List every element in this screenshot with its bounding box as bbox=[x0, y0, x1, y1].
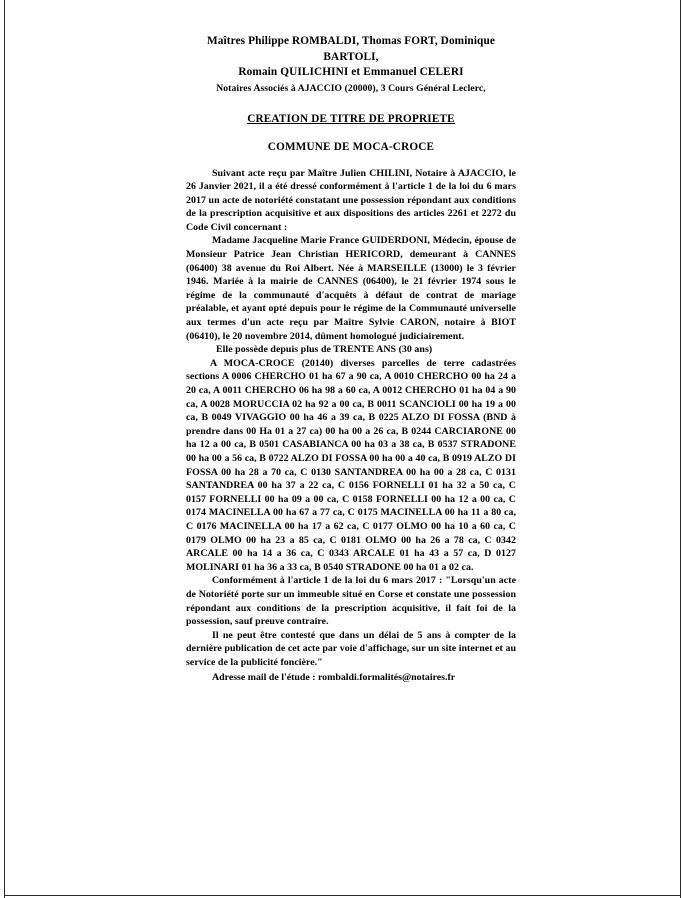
notaries-line-2: Romain QUILICHINI et Emmanuel CELERI bbox=[238, 66, 464, 78]
document-body bbox=[186, 167, 516, 686]
office-email-line: Adresse mail de l'étude : rombaldi.formalités@notaires.fr bbox=[212, 672, 456, 684]
paragraph-contest-delay: Il ne peut être contesté que dans un délai de 5 ans à compter de la dernière publication de cet acte par voie d'affichage, sur un site internet et au service de la publicité foncière." bbox=[186, 629, 516, 668]
document-content bbox=[186, 34, 516, 685]
page-border-bottom bbox=[4, 895, 681, 896]
notaries-line-1: Maîtres Philippe ROMBALDI, Thomas FORT, Dominique BARTOLI, bbox=[207, 35, 495, 63]
paragraph-parcels-list: A MOCA-CROCE (20140) diverses parcelles de terre cadastrées sections A 0006 CHERCHO 01 ha 67 a 90 ca, A 0010 CHERCHO 00 ha 24 a 20 ca, A 0011 CHERCHO 06 ha 98 a 60 ca, A 0012 CHERCHO 01 ha 04 a 90 ca, A 0028 MORUCCIA 02 ha 92 a 00 ca, B 0011 SCANCIOLI 00 ha 19 a 00 ca, B 0049 VIVAGGIO 00 ha 46 a 39 ca, B 0225 ALZO DI FOSSA (BND à prendre dans 00 Ha 01 a 27 ca) 00 ha 00 a 26 ca, B 0244 CARCIARONE 00 ha 12 a 00 ca, B 0501 CASABIANCA 00 ha 03 a 38 ca, B 0537 STRADONE 00 ha 00 a 56 ca, B 0722 ALZO DI FOSSA 00 ha 00 a 40 ca, B 0919 ALZO DI FOSSA 00 ha 28 a 70 ca, C 0130 SANTANDREA 00 ha 00 a 28 ca, C 0131 SANTANDREA 00 ha 37 a 22 ca, C 0156 FORNELLI 01 ha 32 a 50 ca, C 0157 FORNELLI 00 ha 09 a 00 ca, C 0158 FORNELLI 00 ha 12 a 00 ca, C 0174 MACINELLA 00 ha 67 a 77 ca, C 0175 MACINELLA 00 ha 11 a 80 ca, C 0176 MACINELLA 00 ha 17 a 62 ca, C 0177 OLMO 00 ha 10 a 60 ca, C 0179 OLMO 00 ha 23 a 85 ca, C 0181 OLMO 00 ha 26 a 78 ca, C 0342 ARCALE 00 ha 14 a 36 ca, C 0343 ARCALE 01 ha 43 a 57 ca, D 0127 MOLINARI 01 ha 36 a 33 ca, B 0540 STRADONE 00 ha 01 a 02 ca. bbox=[186, 357, 516, 573]
paragraph-possession-duration: Elle possède depuis plus de TRENTE ANS (30 ans) bbox=[216, 344, 433, 356]
paragraph-act-reference: Suivant acte reçu par Maître Julien CHILINI, Notaire à AJACCIO, le 26 Janvier 2021, il a été dressé conformément à l'article 1 de la loi du 6 mars 2017 un acte de notoriété constatant une possession répondant aux conditions de la prescription acquisitive et aux dispositions des articles 2261 et 2272 du Code Civil concernant : bbox=[186, 167, 516, 233]
page-border-left bbox=[4, 0, 5, 898]
paragraph-legal-article: Conformément à l'article 1 de la loi du 6 mars 2017 : "Lorsqu'un acte de Notoriété porte sur un immeuble situé en Corse et constate une possession répondant aux conditions de la prescription acquisitive, il fait foi de la possession, sauf preuve contraire. bbox=[186, 575, 516, 628]
page-title: CREATION DE TITRE DE PROPRIETE bbox=[247, 112, 455, 125]
paragraph-owner-identity: Madame Jacqueline Marie France GUIDERDONI, Médecin, épouse de Monsieur Patrice Jean Christian HERICORD, demeurant à CANNES (06400) 38 avenue du Roi Albert. Née à MARSEILLE (13000) le 3 février 1946. Mariée à la mairie de CANNES (06400), le 21 février 1974 sous le régime de la communauté d'acquêts à défaut de contrat de mariage préalable, et ayant opté depuis pour le régime de la Communauté universelle aux termes d'un acte reçu par Maître Sylvie CARON, notaire à BIOT (06410), le 20 novembre 2014, dûment homologué judiciairement. bbox=[186, 235, 516, 342]
notaries-line-3: Notaires Associés à AJACCIO (20000), 3 Cours Général Leclerc, bbox=[216, 82, 486, 94]
page-border-right bbox=[680, 0, 681, 898]
commune-subtitle: COMMUNE DE MOCA-CROCE bbox=[267, 140, 435, 153]
